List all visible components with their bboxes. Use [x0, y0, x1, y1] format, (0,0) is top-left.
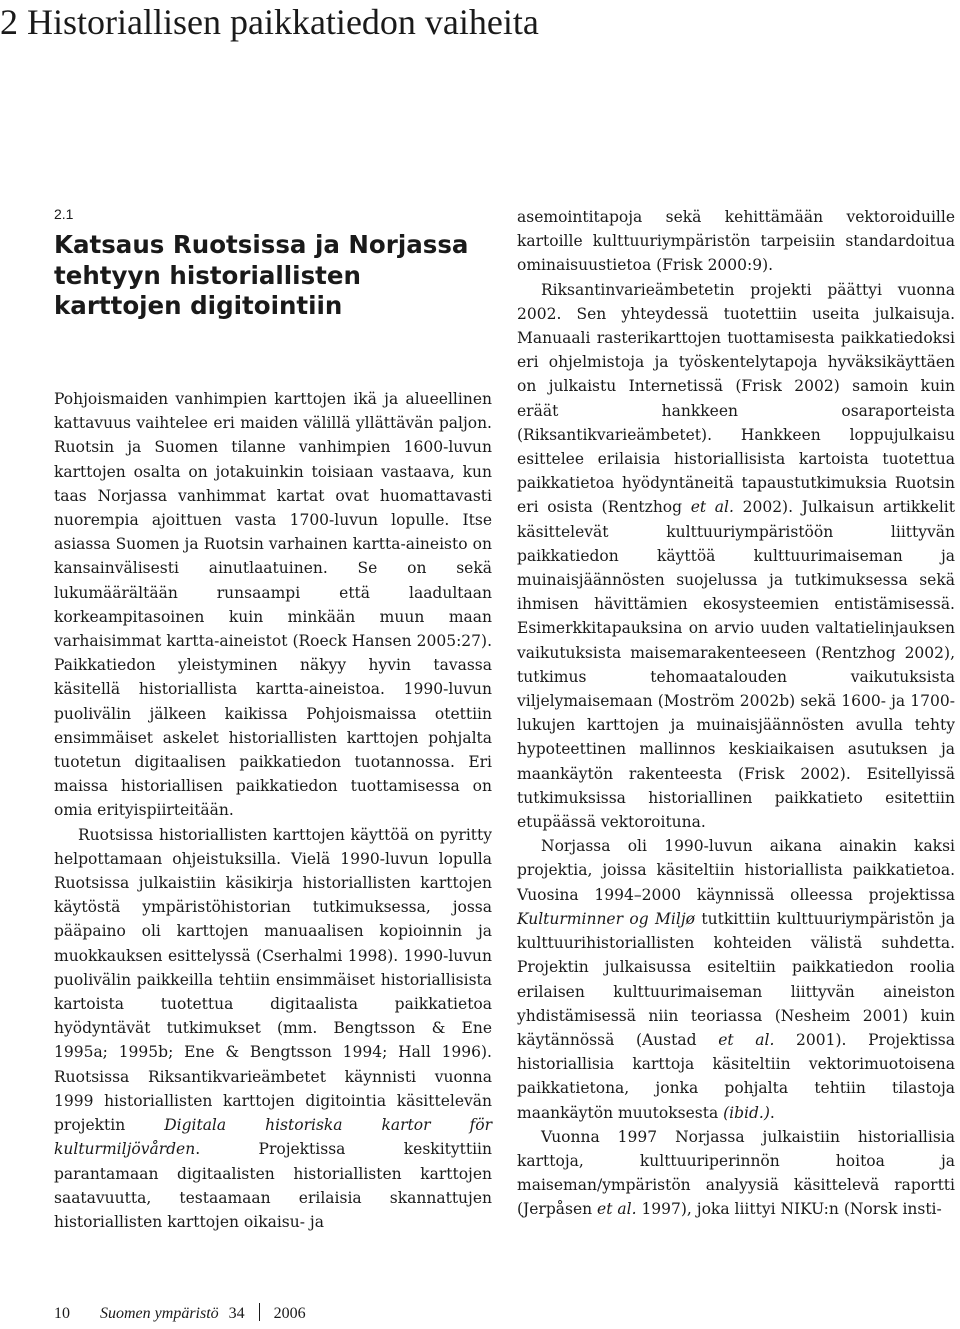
paragraph: Pohjoismaiden vanhimpien karttojen ikä ja alueellinen kattavuus vaihtelee eri maiden välillä yllättävän paljon. Ruotsin ja Suomen tilanne vanhimpien 1600-luvun karttojen osalta on jotakuinkin toisiaan vastaava, kun taas Norjassa vanhimmat kartat ovat huomattavasti nuorempia ajoittuen vasta 1700-luvun lopulle. Itse asiassa Suomen ja Ruotsin varhainen kartta-aineisto on kansainvälisesti ainutlaatuinen. Se on sekä lukumäärältään runsaampi että laadultaan korkeampitasoinen kuin minkään muun maan varhaisimmat kartta-aineistot (Roeck Hansen 2005:27). Paikkatiedon yleistyminen näkyy hyvin tavassa käsitellä historiallista kartta-aineistoa. 1990-luvun puolivälin jälkeen kaikissa Pohjoismaissa otettiin ensimmäiset askelet historiallisten karttojen pohjalta tuotetun digitaalisen paikkatiedon tuotannossa. Eri maissa historiallisen paikkatiedon tuottamisessa on omia erityispiirteitään. — [54, 390, 492, 820]
text-run: 2002). Julkaisun artikkelit käsittelevät kulttuuriympäristöön liittyvän paikkatiedon käyttöä kulttuurimaiseman ja muinaisjäännösten suojelussa ja tutkimuksessa sekä ihmisen hävittämien ekosysteemien entistämisessä. Esimerkkitapauksina on arvio uuden valtatielinjauksen vaikutuksista maisemarakenteeseen (Rentzhog 2002), tutkimus tehomaatalouden vaikutuksista viljelymaisemaan (Moström 2002b) sekä 1600- ja 1700-lukujen karttojen ja muinaisjäännösten avulla tehty hypoteettinen mallinnos keskiaikaisen asutuksen ja maankäytön rakenteesta (Frisk 2002). Esitellyissä tutkimuksissa historiallinen paikkatieto esitettiin etupäässä vektoroituna. — [517, 498, 955, 832]
text-run: . Projektissa keskityttiin parantamaan digitaalisten historiallisten karttojen saatavuutta, testaamaan erilaisia skannattujen historiallisten karttojen oikaisu- ja — [54, 1140, 492, 1231]
text-run: tutkittiin kulttuuriympäristön ja kulttuurihistoriallisten kohteiden välistä suhdetta. Projektin julkaisussa esiteltiin paikkatiedon roolia erilaisen kulttuurimaiseman liittyvän aineiston yhdistämisessä niin teoriassa (Nesheim 2001) kuin käytännössä (Austad — [517, 909, 955, 1049]
section-title: Katsaus Ruotsissa ja Norjassa tehtyyn historiallisten karttojen digitointiin — [54, 230, 469, 320]
text-run: Vuonna 1997 Norjassa julkaistiin historiallisia karttoja, kulttuuriperinnön hoitoa ja maiseman/ympäristön analyysiä käsittelevä raportti (Jerpåsen — [517, 1127, 955, 1219]
page-number: 10 — [54, 1305, 70, 1322]
right-text-column — [517, 205, 955, 1222]
paragraph — [517, 278, 955, 835]
footer-divider — [259, 1303, 260, 1321]
section-number: 2.1 — [54, 206, 74, 222]
project-title: Digitala historiska kartor för kulturmiljövården — [54, 1116, 492, 1159]
text-run: 1997), joka liittyi NIKU:n (Norsk insti- — [636, 1200, 942, 1219]
text-run: 2001). Projektissa historiallisia karttoja käsiteltiin vektorimuotoisena paikkatietona, jonka pohjalta tehtiin tilastoja maankäytön muutoksesta — [517, 1030, 955, 1122]
citation-ibid: (ibid.) — [723, 1103, 770, 1122]
publication-year: 2006 — [273, 1305, 306, 1322]
page-footer — [54, 1303, 306, 1323]
issue-number: 34 — [228, 1305, 245, 1322]
chapter-heading: 2 Historiallisen paikkatiedon vaiheita — [0, 2, 539, 42]
citation-etal: et al. — [718, 1030, 775, 1049]
citation-etal: et al. — [690, 498, 734, 517]
paragraph — [517, 1125, 955, 1222]
left-text-column — [54, 387, 492, 1234]
text-run: Riksantinvarieämbetetin projekti päättyi vuonna 2002. Sen yhteydessä tuotettiin useita julkaisuja. Manuaali rasterikarttojen tuottamisesta paikkatiedoksi eri ohjelmistoja ja työskentelytapoja hyväksikäyttäen on julkaistu Internetissä (Frisk 2002) samoin kuin eräät hankkeen osaraporteista (Riksantikvarieämbetet). Hankkeen loppujulkaisu esittelee erilaisia historiallisista kartoista tuotettua paikkatietoa hyödyntäneitä tapaustutkimuksia Ruotsin eri osista (Rentzhog — [517, 280, 955, 517]
publication-name: Suomen ympäristö — [100, 1305, 219, 1322]
paragraph — [517, 834, 955, 1124]
text-run: Norjassa oli 1990-luvun aikana ainakin kaksi projektia, joissa käsiteltiin historiallista paikkatietoa. Vuosina 1994–2000 käynnissä olleessa projektissa — [517, 837, 955, 904]
project-title: Kulturminner og Miljø — [517, 909, 695, 928]
text-run: Ruotsissa historiallisten karttojen käyttöä on pyritty helpottamaan ohjeistuksilla. Vielä 1990-luvun lopulla Ruotsissa julkaistiin käsikirja historiallisten karttojen käytöstä ympäristöhistorian tutkimuksessa, jossa pääpaino oli karttojen manuaalisen kopioinnin ja muokkauksen esittelyssä (Cserhalmi 1998). 1990-luvun puolivälin paikkeilla tehtiin ensimmäiset historiallisista kartoista tuotettua digitaalista paikkatietoa hyödyntävät tutkimukset (mm. Bengtsson & Ene 1995a; 1995b; Ene & Bengtsson 1994; Hall 1996). Ruotsissa Riksantikvarieämbetet käynnisti vuonna 1999 historiallisten karttojen digitointia käsittelevän projektin — [54, 825, 492, 1135]
paragraph — [54, 823, 492, 1234]
paragraph: asemointitapoja sekä kehittämään vektoroiduille kartoille kulttuuriympäristön tarpeisiin standardoitua ominaisuustietoa (Frisk 2000:9). — [517, 208, 955, 275]
citation-etal: et al. — [597, 1200, 637, 1219]
text-run: . — [769, 1103, 775, 1122]
